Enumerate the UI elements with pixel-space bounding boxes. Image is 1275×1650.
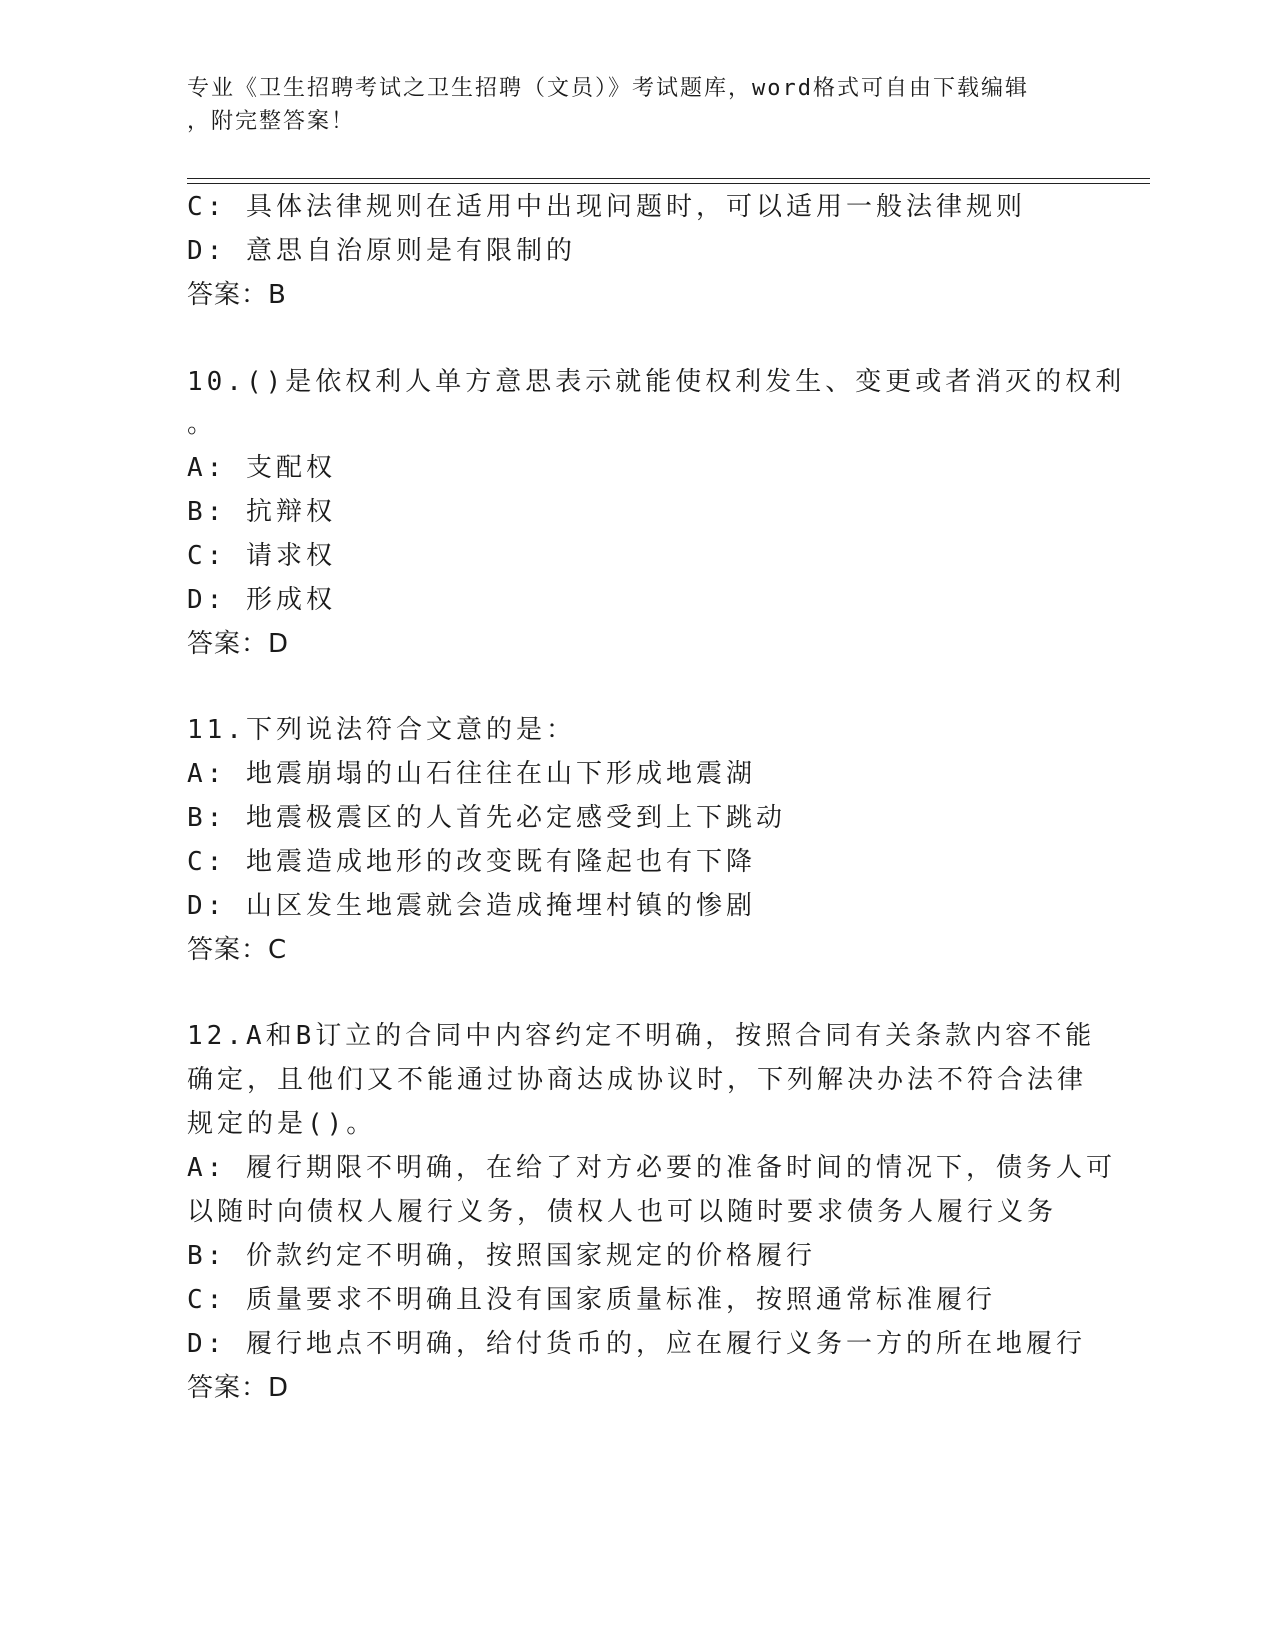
q12-option-a-line-2: 以随时向债权人履行义务，债权人也可以随时要求债务人履行义务: [187, 1197, 1058, 1227]
header-divider-top: [187, 178, 1150, 179]
q11-option-a: A: 地震崩塌的山石往往在山下形成地震湖: [187, 759, 756, 789]
q9-option-d: D: 意思自治原则是有限制的: [187, 236, 576, 266]
document-header: [187, 72, 1067, 138]
q12-stem-line-2: 确定，且他们又不能通过协商达成协议时，下列解决办法不符合法律: [187, 1065, 1088, 1095]
q12-option-d: D: 履行地点不明确，给付货币的，应在履行义务一方的所在地履行: [187, 1329, 1086, 1359]
q11-option-c: C: 地震造成地形的改变既有隆起也有下降: [187, 847, 756, 877]
q12-option-c: C: 质量要求不明确且没有国家质量标准，按照通常标准履行: [187, 1285, 996, 1315]
q12-option-a-line-1: A: 履行期限不明确，在给了对方必要的准备时间的情况下，债务人可: [187, 1153, 1116, 1183]
q10-option-b: B: 抗辩权: [187, 497, 336, 527]
q10-stem-line-2: 。: [187, 409, 218, 439]
q11-stem-line-1: 11.下列说法符合文意的是：: [187, 715, 576, 745]
q11-answer: 答案：C: [187, 935, 288, 965]
q12-stem-line-3: 规定的是()。: [187, 1109, 377, 1139]
header-line-1: 专业《卫生招聘考试之卫生招聘（文员）》考试题库，word格式可自由下载编辑: [187, 76, 1029, 101]
q11-option-d: D: 山区发生地震就会造成掩埋村镇的惨剧: [187, 891, 756, 921]
q11-option-b: B: 地震极震区的人首先必定感受到上下跳动: [187, 803, 786, 833]
q10-option-c: C: 请求权: [187, 541, 336, 571]
q9-option-c: C: 具体法律规则在适用中出现问题时，可以适用一般法律规则: [187, 192, 1026, 222]
q10-answer: 答案：D: [187, 629, 290, 659]
q10-option-d: D: 形成权: [187, 585, 336, 615]
q9-answer: 答案：B: [187, 280, 287, 310]
q12-stem-line-1: 12.A和B订立的合同中内容约定不明确，按照合同有关条款内容不能: [187, 1021, 1096, 1051]
q12-answer: 答案：D: [187, 1373, 290, 1403]
q10-option-a: A: 支配权: [187, 453, 336, 483]
header-divider-bottom: [187, 183, 1150, 184]
q12-option-b: B: 价款约定不明确，按照国家规定的价格履行: [187, 1241, 816, 1271]
header-line-2: ，附完整答案！: [187, 109, 356, 134]
q10-stem-line-1: 10.()是依权利人单方意思表示就能使权利发生、变更或者消灭的权利: [187, 367, 1126, 397]
